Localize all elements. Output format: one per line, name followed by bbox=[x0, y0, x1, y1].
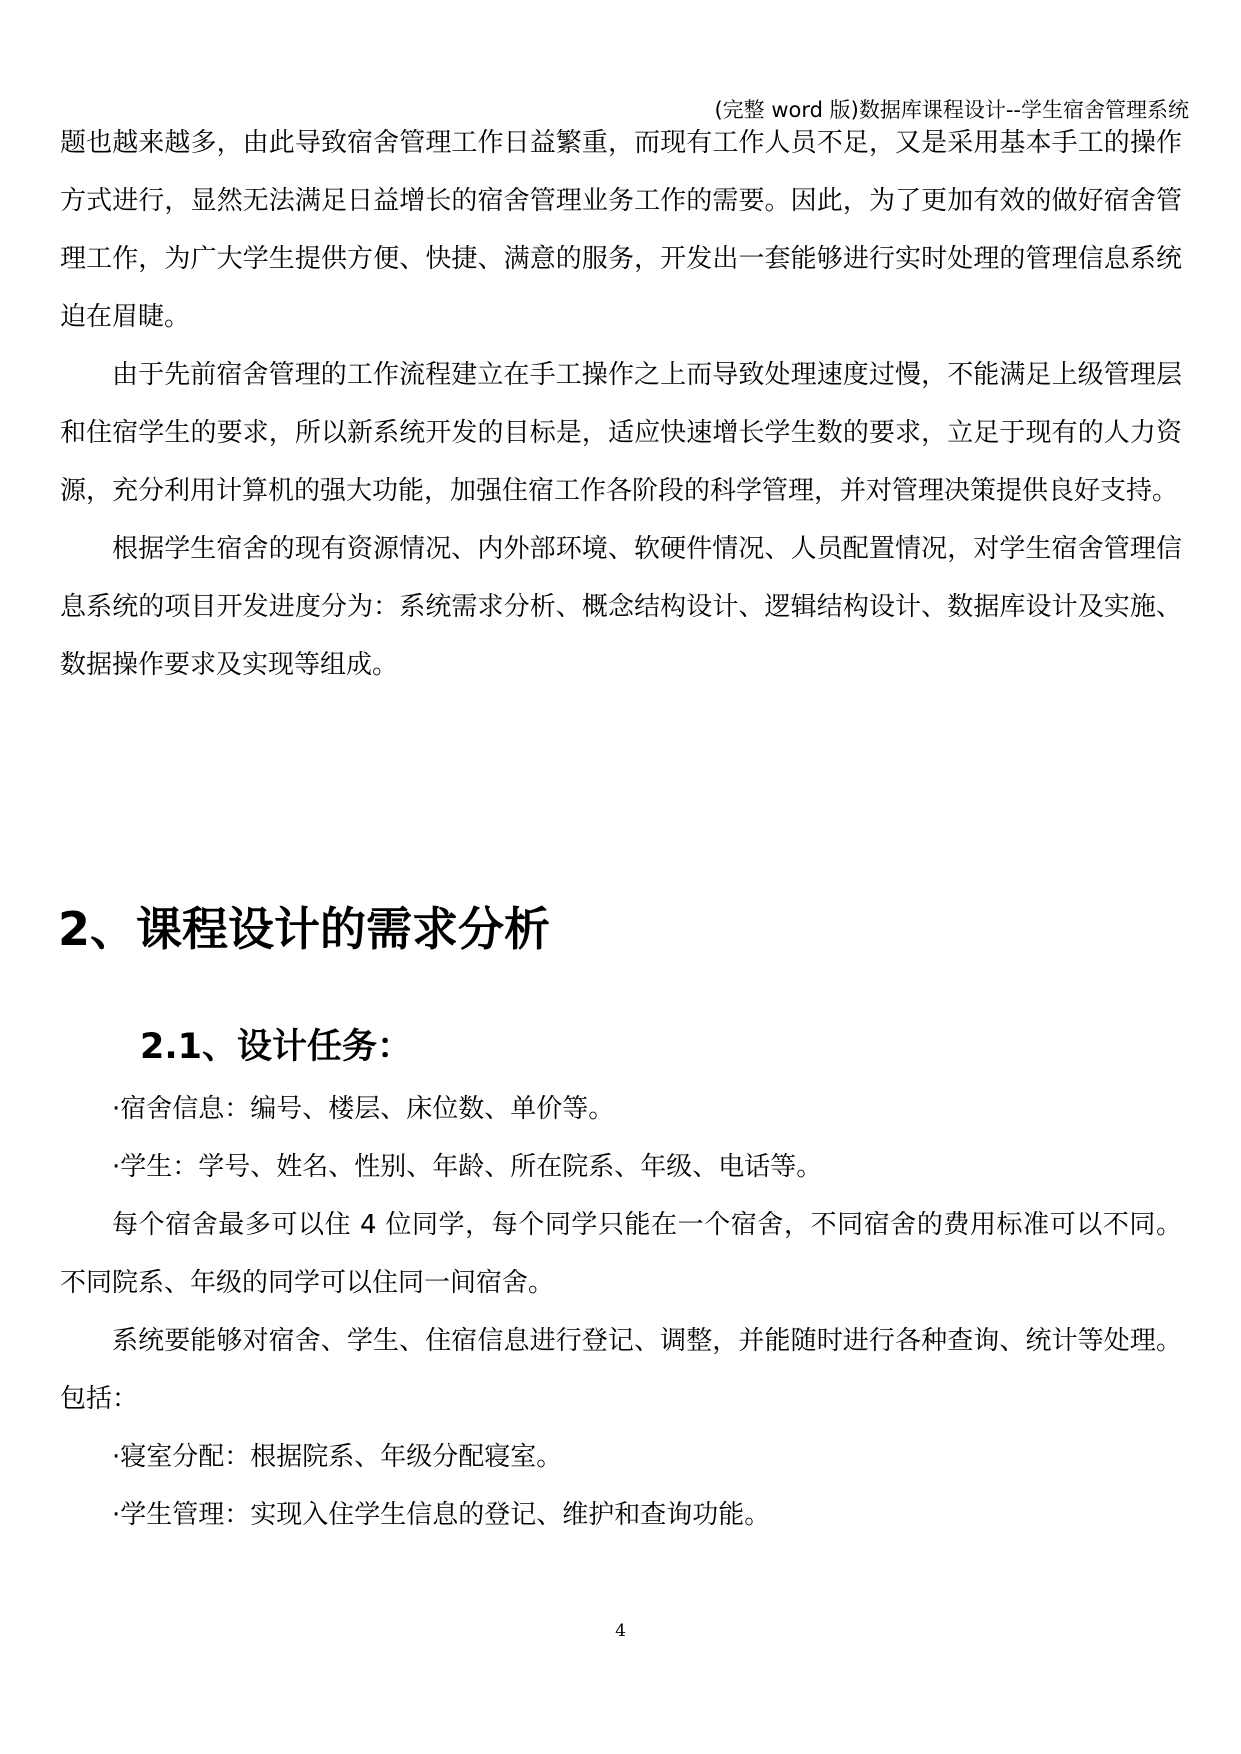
list-item-room-allocation: ·寝室分配：根据院系、年级分配寝室。 bbox=[112, 1442, 563, 1472]
paragraph-goals: 由于先前宿舍管理的工作流程建立在手工操作之上而导致处理速度过慢，不能满足上级管理层和住宿学生的要求，所以新系统开发的目标是，适应快速增长学生数的要求，立足于现有的人力资源，充分利用计算机的强大功能，加强住宿工作各阶段的科学管理，并对管理决策提供良好支持。 bbox=[60, 360, 1182, 506]
intro-text bbox=[60, 114, 1182, 694]
list-item-student-info: ·学生：学号、姓名、性别、年龄、所在院系、年级、电话等。 bbox=[112, 1152, 823, 1182]
list-item-student-management: ·学生管理：实现入住学生信息的登记、维护和查询功能。 bbox=[112, 1500, 771, 1530]
paragraph-schedule: 根据学生宿舍的现有资源情况、内外部环境、软硬件情况、人员配置情况，对学生宿舍管理信息系统的项目开发进度分为：系统需求分析、概念结构设计、逻辑结构设计、数据库设计及实施、数据操作要求及实现等组成。 bbox=[60, 534, 1182, 680]
paragraph-dorm-rules: 每个宿舍最多可以住 4 位同学，每个同学只能在一个宿舍，不同宿舍的费用标准可以不同。不同院系、年级的同学可以住同一间宿舍。 bbox=[60, 1210, 1182, 1298]
section-heading: 2、课程设计的需求分析 bbox=[58, 902, 551, 956]
list-item-dorm-info: ·宿舍信息：编号、楼层、床位数、单价等。 bbox=[112, 1094, 615, 1124]
subsection-heading: 2.1、设计任务： bbox=[140, 1027, 413, 1067]
page-number: 4 bbox=[615, 1621, 626, 1641]
paragraph-system-functions: 系统要能够对宿舍、学生、住宿信息进行登记、调整，并能随时进行各种查询、统计等处理。包括： bbox=[60, 1326, 1182, 1414]
paragraph-continued: 题也越来越多，由此导致宿舍管理工作日益繁重，而现有工作人员不足，又是采用基本手工的操作方式进行，显然无法满足日益增长的宿舍管理业务工作的需要。因此，为了更加有效的做好宿舍管理工作，为广大学生提供方便、快捷、满意的服务，开发出一套能够进行实时处理的管理信息系统迫在眉睫。 bbox=[60, 128, 1182, 332]
task-content bbox=[60, 1080, 1182, 1544]
running-header: (完整 word 版)数据库课程设计--学生宿舍管理系统 bbox=[714, 98, 1189, 122]
